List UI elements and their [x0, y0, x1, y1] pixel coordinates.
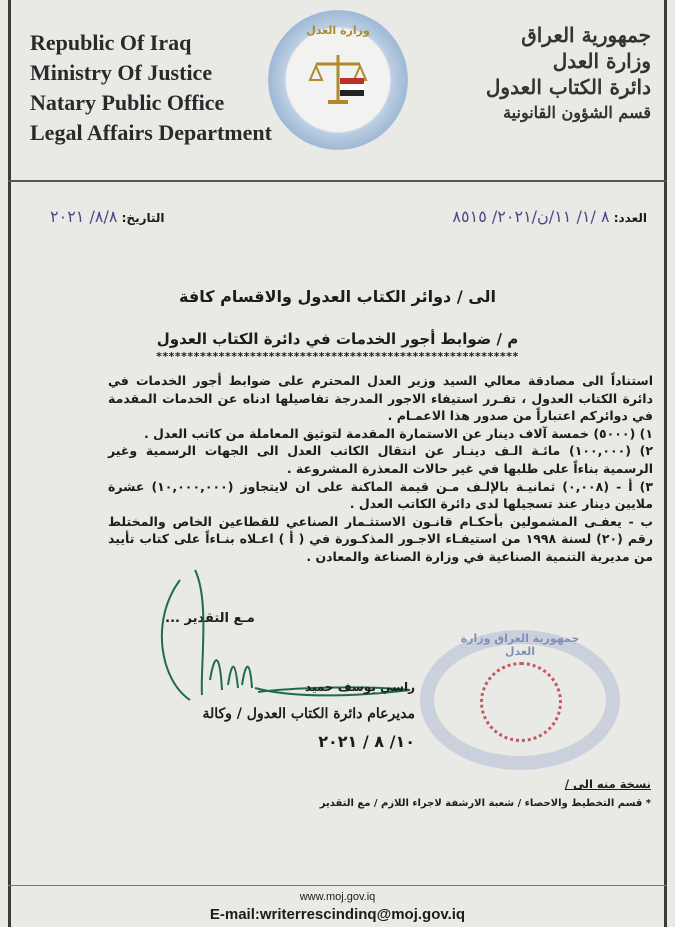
body-item-2: ٢) (١٠٠,٠٠٠) مائـة الـف دينـار عن انتقال الكاتب العدل الى الجهات الرسمية وغير الرسمية بناءاً على طلبها في غير حالات المعذرة المشروعة . [108, 443, 653, 476]
signatory-title: مديرعام دائرة الكتاب العدول / وكالة [202, 706, 415, 722]
stamp-text: جمهورية العراق وزارة العدل [460, 632, 580, 658]
document-number [452, 207, 647, 226]
signature-block [145, 680, 415, 751]
signatory-name: راسي يوسف حميد [305, 680, 415, 694]
letterhead-line: وزارة العدل [552, 49, 651, 73]
website-link[interactable]: www.moj.gov.iq [299, 891, 376, 903]
number-value: ٨ /١/ ١١/ن/٢٠٢١/ ٨٥١٥ [452, 207, 610, 226]
footer-divider [8, 885, 667, 886]
recipient-line: الى / دوائر الكتاب العدول والاقسام كافة [179, 287, 496, 306]
date-label: التاريخ: [121, 211, 165, 225]
ministry-logo [268, 10, 408, 150]
date-value: ٨/٨/ ٢٠٢١ [50, 207, 118, 226]
arabic-letterhead [486, 22, 651, 126]
email-link[interactable]: E-mail:writerrescindinq@moj.gov.iq [209, 906, 466, 923]
number-label: العدد: [613, 211, 647, 225]
header-divider [8, 180, 667, 182]
letterhead-line: Natary Public Office [30, 90, 225, 115]
letterhead-line: Ministry Of Justice [30, 60, 213, 85]
letterhead-line: قسم الشؤون القانونية [503, 103, 651, 122]
copy-to-item: * قسم التخطيط والاحصاء / شعبة الارشفة لاجراء اللازم / مع التقدير [319, 798, 651, 809]
english-letterhead [30, 28, 272, 148]
letter-body [108, 372, 653, 566]
body-item-3b: ب - يعفـى المشمولين بأحكـام قانـون الاستثـمار الصناعي للقطاعين الخاص والمختلط رقم (٢٠) لسنة ١٩٩٨ من استيفـاء الاجـور المذكـورة في ( أ ) اعـلاه بنـاءاً على كتاب تأييد من مديرية التنمية الصناعية في وزارة الصناعة والمعادن . [108, 513, 654, 564]
body-item-3a: ٣) أ - (٠,٠٠٨) ثمانيـة بالإلـف مـن قيمة الماكنة على ان لايتجاوز (١٠,٠٠٠,٠٠٠) عشرة ملايين دينار عند تسجيلها لدى دائرة الكاتب العدل . [108, 478, 653, 512]
closing-regards: مـع التقدير ... [165, 611, 255, 626]
letterhead-line: جمهورية العراق [521, 23, 651, 47]
letterhead-line: Legal Affairs Department [30, 120, 272, 145]
signature-date: ١٠/ ٨ / ٢٠٢١ [318, 732, 415, 751]
letterhead-line: Republic Of Iraq [30, 30, 192, 55]
body-item-1: ١) (٥٠٠٠) خمسة آلاف دينار عن الاستمارة المقدمة لتوثيق المعاملة من كاتب العدل . [143, 425, 653, 441]
copy-to-label: نسخة منه الى / [564, 777, 651, 791]
logo-text: وزارة العدل [306, 24, 370, 37]
letterhead-line: دائرة الكتاب العدول [485, 75, 651, 99]
document-date [50, 207, 165, 226]
subject-line: م / ضوابط أجور الخدمات في دائرة الكتاب العدول [156, 330, 519, 348]
separator-stars: ********************************************************** [156, 350, 519, 363]
stamp-ornament [480, 662, 562, 742]
scales-of-justice-icon [306, 50, 370, 110]
body-intro: استناداً الى مصادقة معالي السيد وزير العدل المحترم على ضوابط أجور الخدمات في دائرة الكتاب العدول ، تقـرر استيفاء الاجور المدرجة تفاصيلها ادناه عن الخدمات المقدمة في دوائركم اعتباراً من صدور هذا الاعمـام . [108, 373, 653, 424]
official-stamp [420, 630, 620, 770]
